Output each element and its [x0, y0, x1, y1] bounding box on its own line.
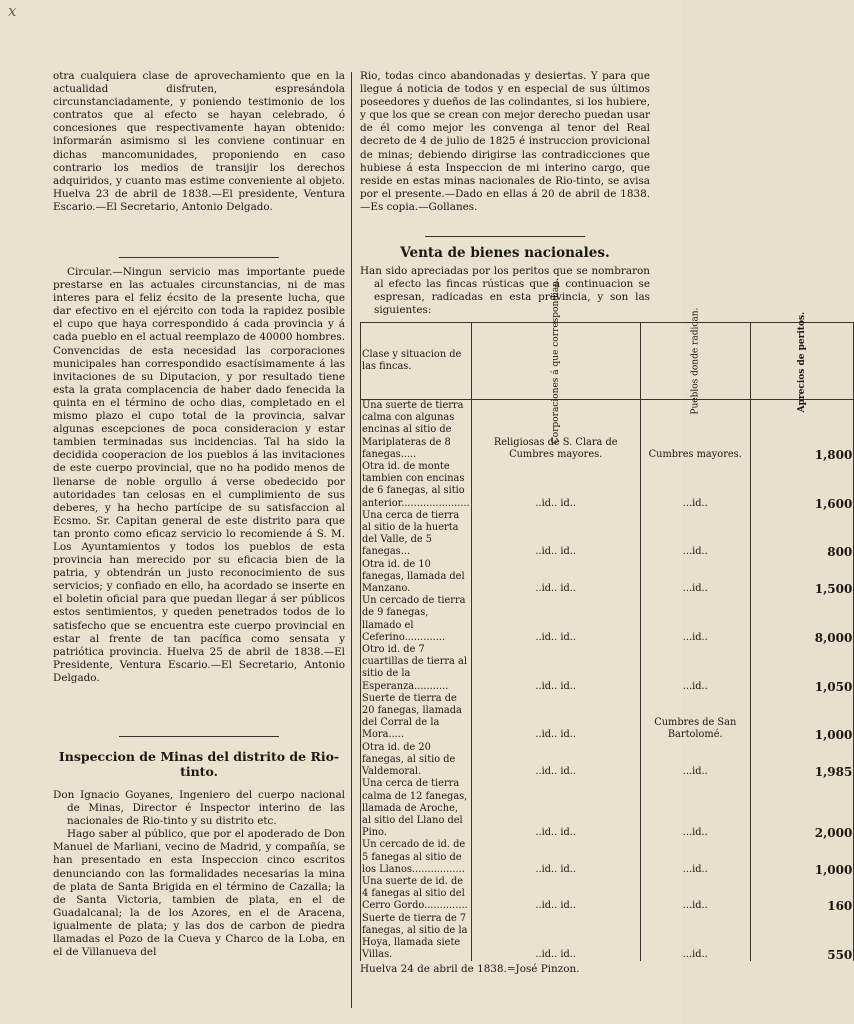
- circular-paragraph: Circular.—Ningun servicio mas importante puede prestarse en las actuales circunstancias, ni de mas interes para el feliz écsito de la presente lucha, que dar efectivo en el ejército con toda la rapidez posible el cupo que haya correspondido á cada provincia y á cada pueblo en el actual reemplazo de 40000 hombres. Convencidas de esta necesidad las corporaciones municipales han correspondido esactísimamente á las invitaciones de su Diputacion, y por resultado tiene esta la grata complacencia de haber dado fenecida la quinta en el término de ocho dias, completado en el mismo plazo el cupo total de la provincia, salvar algunas escepciones de poca consideracion y estar tambien terminadas sus incidencias. Tal ha sido la decidida cooperacion de los pueblos á las invitaciones de este cuerpo provincial, que no ha podido menos de llenarse de noble orgullo á verse obedecido por autoridades tan celosas en el cumplimiento de sus deberes, y ha hecho partícipe de su satisfaccion al Ecsmo. Sr. Capitan general de este distrito para que tan pronto como eficaz servicio lo recomiende á S. M. Los Ayuntamientos y todos los pueblos de esta provincia han merecido por su eficacia bien de la patria, y obtendrán un justo reconocimiento de sus servicios; y confiado en ello, ha acordado se inserte en el boletin oficial para que puedan llegar á ser públicos estos sentimientos, y queden penetrados todos de lo satisfecho que se encuentra este cuerpo provincial en estar al frente de tan pacífica como sensata y patriótica provincia. Huelva 25 de abril de 1838.—El Presidente, Ventura Escario.—El Secretario, Antonio Delgado.: [53, 266, 345, 684]
- table-row: [361, 693, 854, 742]
- corner-mark: x: [8, 2, 17, 20]
- cell-finca: Una cerca de tierra calma de 12 fanegas, llamada de Aroche, al sitio del Llano del Pino.: [361, 778, 472, 839]
- cell-aprecio: 1,800: [750, 400, 854, 462]
- cell-finca: Una suerte de id. de 4 fanegas al sitio del Cerro Gordo..............: [361, 876, 472, 913]
- cell-corporacion: ..id.. id..: [471, 559, 640, 596]
- cell-pueblo: Cumbres de San Bartolomé.: [640, 693, 750, 742]
- cell-pueblo: ...id..: [640, 644, 750, 693]
- cell-aprecio: 1,600: [750, 461, 854, 510]
- table-row: [361, 559, 854, 596]
- mines-intro: Don Ignacio Goyanes, Ingeniero del cuerpo nacional de Minas, Director é Inspector interino de las nacionales de Rio-tinto y su distrito etc.: [53, 789, 345, 828]
- cell-finca: Una cerca de tierra al sitio de la huerta del Valle, de 5 fanegas...: [361, 510, 472, 559]
- cell-aprecio: 8,000: [750, 595, 854, 644]
- cell-pueblo: ...id..: [640, 778, 750, 839]
- table-row: [361, 595, 854, 644]
- cell-pueblo: Cumbres mayores.: [640, 400, 750, 462]
- table-row: [361, 839, 854, 876]
- cell-corporacion: ..id.. id..: [471, 693, 640, 742]
- cell-pueblo: ...id..: [640, 595, 750, 644]
- cell-corporacion: ..id.. id..: [471, 742, 640, 779]
- right-column: [360, 70, 853, 976]
- cell-finca: Suerte de tierra de 20 fanegas, llamada del Corral de la Mora.....: [361, 693, 472, 742]
- sale-section-title: Venta de bienes nacionales.: [400, 245, 610, 261]
- cell-aprecio: 2,000: [750, 778, 854, 839]
- cell-aprecio: 160: [750, 876, 854, 913]
- cell-corporacion: Religiosas de S. Clara de Cumbres mayores.: [471, 400, 640, 462]
- mines-body: Hago saber al público, que por el apoderado de Don Manuel de Marliani, vecino de Madrid, y compañía, se han presentado en esta Inspeccion cinco escritos denunciando con las formalidades necesarias la mina de plata de Santa Brigida en el término de Cazalla; la de Santa Victoria, tambien de plata, en el de Guadalcanal; la de los Azores, en el de Aracena, igualmente de plata; y las dos de carbon de piedra llamadas el Pozo de la Cueva y Charco de la Loba, en el de Villanueva del: [53, 828, 345, 959]
- cell-aprecio: 1,985: [750, 742, 854, 779]
- cell-aprecio: 550: [750, 913, 854, 962]
- table-row: [361, 778, 854, 839]
- section-rule: [425, 236, 585, 237]
- cell-corporacion: ..id.. id..: [471, 913, 640, 962]
- header-corporaciones: Corporaciones á que correspondian.: [550, 277, 561, 444]
- table-row: [361, 400, 854, 462]
- cell-pueblo: ...id..: [640, 742, 750, 779]
- cell-aprecio: 1,000: [750, 693, 854, 742]
- table-row: [361, 913, 854, 962]
- cell-finca: Otra id. de 10 fanegas, llamada del Manzano.: [361, 559, 472, 596]
- cell-corporacion: ..id.. id..: [471, 876, 640, 913]
- left-column: [53, 70, 345, 959]
- cell-pueblo: ...id..: [640, 510, 750, 559]
- cell-pueblo: ...id..: [640, 913, 750, 962]
- table-row: [361, 644, 854, 693]
- cell-pueblo: ...id..: [640, 559, 750, 596]
- column-divider: [351, 72, 352, 1008]
- cell-finca: Otra id. de monte tambien con encinas de 6 fanegas, al sitio anterior......................: [362, 461, 470, 509]
- cell-corporacion: ..id.. id..: [471, 595, 640, 644]
- cell-aprecio: 1,500: [750, 559, 854, 596]
- table-body: [361, 400, 854, 962]
- header-finca: Clase y situacion de las fincas.: [361, 323, 472, 400]
- header-pueblos: Pueblos donde radican.: [690, 307, 701, 415]
- cell-pueblo: ...id..: [640, 839, 750, 876]
- cell-finca: Otro id. de 7 cuartillas de tierra al sitio de la Esperanza...........: [361, 644, 472, 693]
- section-rule: [119, 257, 279, 258]
- cell-aprecio: 1,050: [750, 644, 854, 693]
- cell-aprecio: 800: [750, 510, 854, 559]
- cell-aprecio: 1,000: [750, 839, 854, 876]
- cell-corporacion: ..id.. id..: [471, 644, 640, 693]
- cell-pueblo: ...id..: [640, 461, 750, 510]
- table-row: [361, 876, 854, 913]
- sale-intro: Han sido apreciadas por los peritos que se nombraron al efecto las fincas rústicas que á continuacion se espresan, radicadas en esta provincia, y son las siguientes:: [360, 265, 650, 317]
- cell-finca: Una suerte de tierra calma con algunas encinas al sitio de Mariplateras de 8 fanegas.....: [361, 400, 472, 462]
- table-row: [361, 510, 854, 559]
- cell-corporacion: ..id.. id..: [471, 839, 640, 876]
- cell-finca: Un cercado de tierra de 9 fanegas, llamado el Ceferino.............: [361, 595, 472, 644]
- cell-finca: Otra id. de 20 fanegas, al sitio de Valdemoral.: [361, 742, 472, 779]
- cell-corporacion: ..id.. id..: [471, 510, 640, 559]
- cell-pueblo: ...id..: [640, 876, 750, 913]
- header-aprecios: Aprecios de peritos.: [796, 311, 807, 413]
- right-paragraph-1: Rio, todas cinco abandonadas y desiertas. Y para que llegue á noticia de todos y en especial de sus últimos poseedores y dueños de las colindantes, si los hubiere, y que los que se crean con mejor derecho puedan usar de él como mejor les convenga al tenor del Real decreto de 4 de julio de 1825 é instruccion provicional de minas; debiendo dirigirse las contradicciones que hubiese á esta Inspeccion de mi interino cargo, que reside en estas minas nacionales de Rio-tinto, se avisa por el presente.—Dado en ellas á 20 de abril de 1838.—Es copia.—Gollanes.: [360, 70, 650, 213]
- cell-corporacion: ..id.. id..: [471, 778, 640, 839]
- mines-section-title: Inspeccion de Minas del distrito de Rio-tinto.: [58, 749, 340, 779]
- sale-footer: Huelva 24 de abril de 1838.=José Pinzon.: [360, 963, 580, 976]
- cell-finca: Suerte de tierra de 7 fanegas, al sitio de la Hoya, llamada siete Villas.: [361, 913, 472, 962]
- table-row: [361, 742, 854, 779]
- left-paragraph-1: otra cualquiera clase de aprovechamiento que en la actualidad disfruten, espresándola circunstanciadamente, y poniendo testimonio de los contratos que al efecto se hayan celebrado, ó concesiones que respectivamente hayan obtenido: informarán asimismo si les conviene continuar en dichas mancomunidades, proponiendo en caso contrario los medios de transijir los derechos adquiridos, y cuanto mas estime conveniente al objeto. Huelva 23 de abril de 1838.—El presidente, Ventura Escario.—El Secretario, Antonio Delgado.: [53, 70, 345, 213]
- section-rule: [119, 736, 279, 737]
- cell-finca: Un cercado de id. de 5 fanegas al sitio de los Llanos.................: [361, 839, 472, 876]
- table-row: [361, 461, 854, 510]
- cell-corporacion: ..id.. id..: [471, 461, 640, 510]
